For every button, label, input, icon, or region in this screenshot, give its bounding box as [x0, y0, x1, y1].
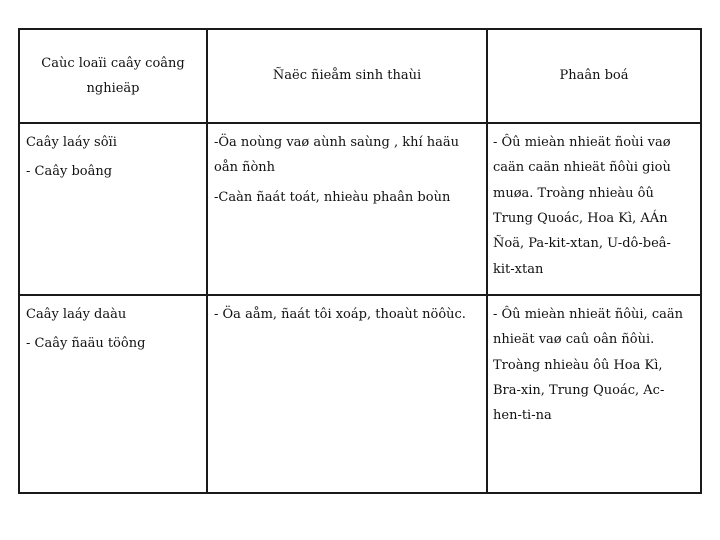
header-ecology: [207, 29, 487, 123]
header-ecology-text: Ñaëc ñieåm sinh thaùi: [272, 68, 422, 84]
cell-ecology: [207, 295, 487, 493]
cell-crop-type: [19, 295, 207, 493]
ecology-line: -Öa noùng vaø aùnh saùng , khí haäu oån ñònh: [214, 135, 460, 176]
table-header-row: [19, 29, 701, 123]
cell-ecology: [207, 123, 487, 295]
header-crop-type-text: Caùc loaïi caây coâng nghieäp: [41, 55, 185, 96]
cell-distribution: [487, 295, 701, 493]
crop-name: - Caây boâng: [26, 164, 113, 180]
distribution-text: - Ôû mieàn nhieät ñôùi, caän nhieät vaø caû oân ñôùi. Troàng nhieàu ôû Hoa Kì, Bra-xin, Trung Quoác, Ac-hen-ti-na: [493, 307, 683, 424]
crop-group-label: Caây laáy daàu: [26, 307, 127, 322]
distribution-text: - Ôû mieàn nhieät ñoùi vaø caän caän nhieät ñôùi gioù muøa. Troàng nhieàu ôû Trung Quoác, Hoa Kì, AÁn Ñoä, Pa-kit-xtan, U-dô-beâ-kit-xtan: [493, 135, 671, 277]
crop-group-label: Caây laáy sôïi: [26, 135, 117, 150]
ecology-line: - Öa aåm, ñaát tôi xoáp, thoaùt nöôùc.: [214, 307, 466, 322]
header-distribution: [487, 29, 701, 123]
header-crop-type: [19, 29, 207, 123]
ecology-line: -Caàn ñaát toát, nhieàu phaân boùn: [214, 189, 451, 205]
table-row: [19, 123, 701, 295]
crop-table: [18, 28, 702, 494]
crop-name: - Caây ñaäu töông: [26, 336, 146, 352]
cell-crop-type: [19, 123, 207, 295]
table-row: [19, 295, 701, 493]
cell-distribution: [487, 123, 701, 295]
header-distribution-text: Phaân boá: [559, 68, 629, 84]
